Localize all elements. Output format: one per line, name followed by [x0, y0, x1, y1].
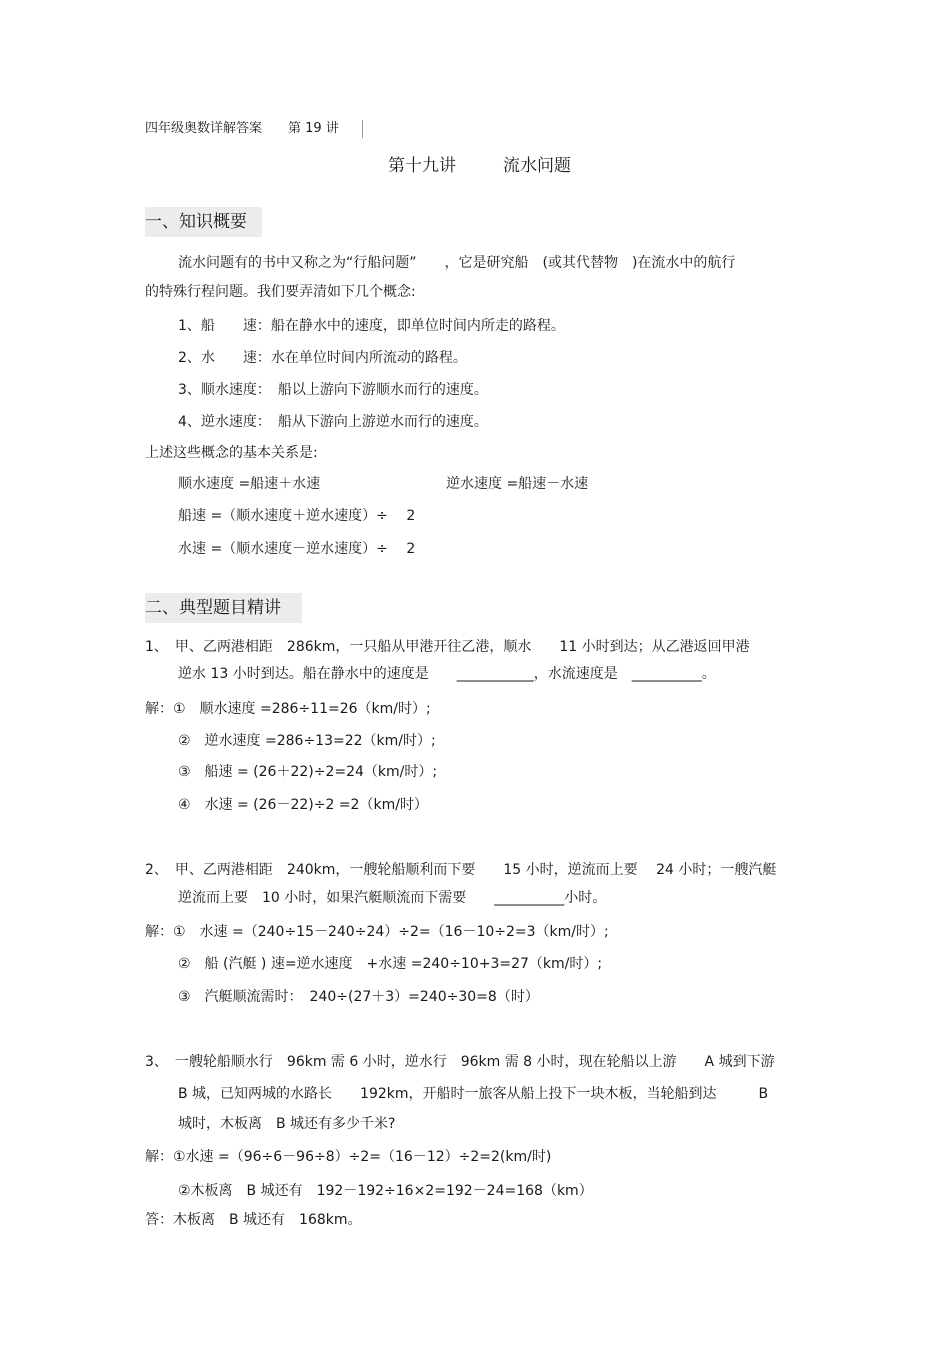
problem-3-line-3: 城时，木板离 B 城还有多少千米? — [178, 1116, 396, 1132]
relation-downstream-formula: 顺水速度 =船速＋水速 — [178, 476, 321, 492]
problem-3-step-1: 解：①水速 =（96÷6－96÷8）÷2=（16－12）÷2=2(km/时) — [145, 1149, 552, 1165]
definition-upstream-speed: 4、逆水速度： 船从下游向上游逆水而行的速度。 — [178, 414, 488, 430]
definition-boat-speed: 1、船 速：船在静水中的速度，即单位时间内所走的路程。 — [178, 318, 565, 334]
definition-downstream-speed: 3、顺水速度： 船以上游向下游顺水而行的速度。 — [178, 382, 488, 398]
lecture-title-number: 第十九讲 — [388, 156, 456, 176]
problem-1-step-2: ② 逆水速度 =286÷13=22（km/时）; — [178, 733, 436, 749]
problem-1-step-3: ③ 船速 = (26＋22)÷2=24（km/时）; — [178, 764, 438, 780]
problem-1-line-1: 1、 甲、乙两港相距 286km，一只船从甲港开往乙港，顺水 11 小时到达；从乙港返回甲港 — [145, 639, 750, 655]
problem-2-step-3: ③ 汽艇顺流需时： 240÷(27＋3）=240÷30=8（时） — [178, 989, 539, 1005]
relation-label: 上述这些概念的基本关系是: — [145, 445, 318, 461]
intro-line-2: 的特殊行程问题。我们要弄清如下几个概念: — [145, 284, 416, 300]
relation-boat-speed-formula: 船速 =（顺水速度＋逆水速度）÷ 2 — [178, 508, 416, 524]
problem-2-step-1: 解：① 水速 =（240÷15－240÷24）÷2=（16－10÷2=3（km/时）; — [145, 924, 609, 940]
header-divider — [362, 120, 363, 138]
definition-water-speed: 2、水 速：水在单位时间内所流动的路程。 — [178, 350, 467, 366]
problem-3-step-2: ②木板离 B 城还有 192－192÷16×2=192－24=168（km） — [178, 1183, 593, 1199]
page-header: 四年级奥数详解答案 第 19 讲 — [145, 121, 339, 136]
problem-3-line-1: 3、 一艘轮船顺水行 96km 需 6 小时，逆水行 96km 需 8 小时，现在轮船以上游 A 城到下游 — [145, 1054, 775, 1070]
problem-2-step-2: ② 船 (汽艇 ) 速=逆水速度 +水速 =240÷10+3=27（km/时）; — [178, 956, 603, 972]
problem-2-line-1: 2、 甲、乙两港相距 240km，一艘轮船顺利而下要 15 小时，逆流而上要 24 小时；一艘汽艇 — [145, 862, 777, 878]
problem-1-step-4: ④ 水速 = (26－22)÷2 =2（km/时） — [178, 797, 428, 813]
relation-upstream-formula: 逆水速度 =船速－水速 — [446, 476, 589, 492]
relation-water-speed-formula: 水速 =（顺水速度－逆水速度）÷ 2 — [178, 541, 416, 557]
problem-3-answer: 答：木板离 B 城还有 168km。 — [145, 1212, 362, 1228]
intro-line-1: 流水问题有的书中又称之为“行船问题” ，它是研究船 (或其代替物 )在流水中的航行 — [178, 255, 736, 271]
section-heading-examples: 二、典型题目精讲 — [145, 593, 302, 623]
lecture-title-topic: 流水问题 — [503, 156, 571, 176]
problem-1-step-1: 解：① 顺水速度 =286÷11=26（km/时）; — [145, 701, 431, 717]
problem-1-line-2: 逆水 13 小时到达。船在静水中的速度是 ___________，水流速度是 __________。 — [178, 666, 716, 682]
problem-2-line-2: 逆流而上要 10 小时，如果汽艇顺流而下需要 __________小时。 — [178, 890, 607, 906]
problem-3-line-2: B 城，已知两城的水路长 192km，开船时一旅客从船上投下一块木板，当轮船到达 B — [178, 1086, 769, 1102]
section-heading-overview: 一、知识概要 — [145, 207, 262, 237]
